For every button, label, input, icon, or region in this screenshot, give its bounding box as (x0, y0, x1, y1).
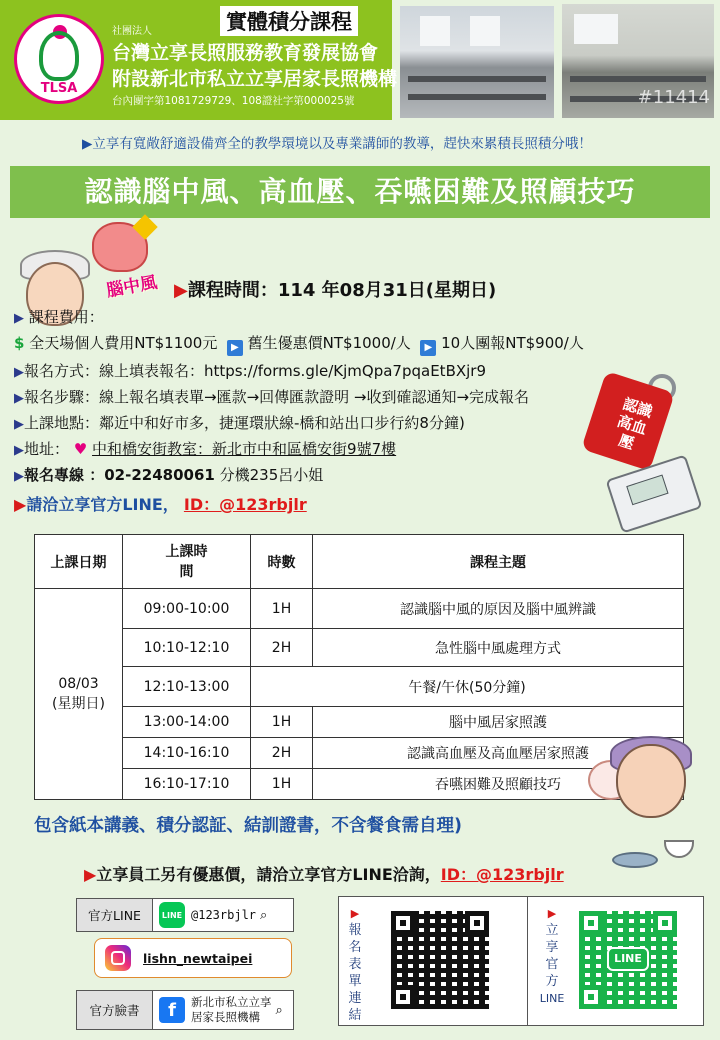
fish-dish-icon (612, 852, 658, 868)
desk-row-icon (570, 76, 706, 82)
facebook-name-line1: 新北市私立立享 (191, 995, 272, 1009)
classroom-photo-2 (562, 4, 714, 118)
triangle-icon: ▶ (174, 280, 188, 301)
triangle-icon: ▶ (14, 417, 24, 432)
page-title: 認識腦中風、高血壓、吞嚥困難及照顧技巧 (10, 166, 710, 218)
hours-cell: 1H (251, 769, 313, 800)
table-row (35, 629, 684, 667)
address-value[interactable]: 中和橋安街教室：新北市中和區橋安街9號7樓 (92, 440, 397, 458)
signup-method (14, 360, 486, 381)
header-topic: 課程主題 (313, 535, 684, 589)
staff-offer (84, 862, 564, 885)
form-qr-char: 連 (348, 991, 362, 1006)
table-row (35, 707, 684, 738)
topic-cell: 吞嚥困難及照顧技巧 (313, 769, 684, 800)
triangle-icon: ▶ (14, 391, 24, 406)
time-cell: 13:00-14:00 (123, 707, 251, 738)
org-name: 台灣立享長照服務教育發展協會 (112, 42, 379, 64)
dollar-icon: $ (14, 334, 25, 352)
qr-divider (527, 897, 528, 1025)
qr-finder-icon (579, 985, 603, 1009)
fee-label: 課程費用： (28, 308, 104, 326)
triangle-icon: ▶ (14, 469, 24, 484)
course-time-value: 114 年08月31日(星期日) (277, 280, 497, 301)
hours-cell: 2H (251, 738, 313, 769)
hotline-number[interactable]: 02-22480061 (104, 466, 215, 484)
line-qr-code[interactable] (579, 911, 677, 1009)
search-icon: ⌕ (275, 1002, 283, 1018)
line-qr-char: 立 (545, 923, 559, 938)
line-qr-char: 享 (545, 940, 559, 955)
line-qr-char: 官 (545, 957, 559, 972)
window-icon (470, 16, 500, 46)
course-time (174, 276, 496, 302)
whiteboard-icon (574, 14, 618, 44)
table-row (35, 769, 684, 800)
topic-cell: 認識腦中風的原因及腦中風辨識 (313, 589, 684, 629)
facebook-name-line2: 居家長照機構 (191, 1010, 260, 1024)
staff-offer-id[interactable]: ID：@123rbjlr (440, 865, 564, 884)
qr-finder-icon (465, 911, 489, 935)
address (14, 438, 396, 459)
org-logo (14, 14, 104, 104)
table-header-row (35, 535, 684, 589)
rice-bowl-icon (664, 840, 694, 858)
triangle-icon: ▶ (84, 865, 97, 884)
line-icon: LINE (159, 902, 185, 928)
course-type: 實體積分課程 (220, 6, 358, 36)
table-row (35, 667, 684, 707)
search-icon: ⌕ (260, 907, 268, 923)
header-hours: 時數 (251, 535, 313, 589)
classroom-photo (400, 6, 554, 118)
time-cell: 16:10-17:10 (123, 769, 251, 800)
line-logo-icon: LINE (607, 947, 649, 971)
header-time: 上課時間 (123, 535, 251, 589)
date-cell (35, 589, 123, 800)
line-id[interactable]: @123rbjlr (191, 908, 257, 922)
facebook-contact-box[interactable] (76, 990, 294, 1030)
heart-icon: ♥ (73, 440, 88, 458)
facebook-icon: f (159, 997, 185, 1023)
hours-cell: 1H (251, 707, 313, 738)
window-icon (420, 16, 450, 46)
signup-steps (14, 386, 529, 407)
schedule-table (34, 534, 684, 800)
desk-row-icon (408, 94, 546, 100)
arrow-icon: ▶ (420, 340, 436, 356)
instagram-icon (105, 945, 131, 971)
time-cell: 09:00-10:00 (123, 589, 251, 629)
form-qr-char: 名 (348, 940, 362, 955)
hotline-label: 報名專線 ： (24, 466, 105, 484)
line-qr-char: 方 (545, 974, 559, 989)
desk-row-icon (408, 76, 546, 82)
instagram-handle[interactable]: lishn_newtaipei (143, 950, 253, 966)
line-contact-id[interactable]: ID：@123rbjlr (183, 495, 307, 514)
org-subname: 附設新北市私立立享居家長照機構 (112, 68, 398, 90)
form-qr-code[interactable] (391, 911, 489, 1009)
course-time-label: 課程時間： (187, 280, 278, 301)
fee-group: 10人團報NT$900/人 (441, 334, 584, 352)
fee-student: 舊生優惠價NT$1000/人 (247, 334, 411, 352)
date-value: 08/03 (58, 676, 99, 692)
intro-text: ▶立享有寬敞舒適設備齊全的教學環境以及專業講師的教導，趕快來累積長照積分哦！ (82, 136, 592, 152)
header-date: 上課日期 (35, 535, 123, 589)
form-qr-char: 單 (348, 974, 362, 989)
table-row (35, 589, 684, 629)
fee-heading (14, 306, 104, 327)
header (0, 0, 720, 122)
qr-finder-icon (653, 911, 677, 935)
fee-full: 全天場個人費用NT$1100元 (29, 334, 218, 352)
social-label: 社團法人 (112, 26, 152, 37)
photo-tag: #11414 (637, 87, 710, 108)
topic-cell: 腦中風居家照護 (313, 707, 684, 738)
hours-cell: 2H (251, 629, 313, 667)
line-contact (14, 492, 307, 515)
line-label: 官方LINE (77, 899, 153, 931)
triangle-icon: ▶ (350, 907, 360, 920)
signup-steps-text: 報名步驟：線上報名填表單→匯款→回傳匯款證明 →收到確認通知→完成報名 (24, 388, 530, 406)
signup-method-text[interactable]: 報名方式：線上填表報名：https://forms.gle/KjmQpa7pqaEtBXjr9 (24, 362, 487, 380)
grandma-illustration-icon (616, 744, 686, 818)
hours-cell: 1H (251, 589, 313, 629)
hotline (14, 464, 323, 485)
triangle-icon: ▶ (14, 443, 24, 458)
topic-cell: 認識高血壓及高血壓居家照護 (313, 738, 684, 769)
topic-cell: 急性腦中風處理方式 (313, 629, 684, 667)
line-qr-label (539, 905, 565, 1007)
location-text: 上課地點：鄰近中和好市多，捷運環狀線-橋和站出口步行約8分鐘) (24, 414, 465, 432)
qr-finder-icon (579, 911, 603, 935)
weekday-value: (星期日) (52, 696, 105, 712)
line-contact-label: 請洽立享官方LINE， (26, 495, 179, 514)
logo-text: TLSA (40, 81, 78, 96)
facebook-label: 官方臉書 (77, 991, 153, 1029)
staff-offer-text: 立享員工另有優惠價，請洽立享官方LINE洽詢， (96, 865, 441, 884)
time-cell: 14:10-16:10 (123, 738, 251, 769)
stroke-label: 腦中風 (105, 272, 159, 302)
triangle-icon: ▶ (14, 495, 27, 514)
address-label: 地址： (24, 440, 70, 458)
includes-note: 包含紙本講義、積分認証、結訓證書，不含餐食需自理) (34, 816, 462, 836)
form-qr-char: 表 (348, 957, 362, 972)
registration-number: 台內團字第1081729729、108證社字第000025號 (112, 95, 355, 107)
topic-cell: 午餐/午休(50分鐘) (251, 667, 684, 707)
line-qr-char: LINE (539, 992, 565, 1005)
form-qr-char: 報 (348, 923, 362, 938)
hotline-ext: 分機235呂小姐 (219, 466, 324, 484)
triangle-icon: ▶ (14, 311, 24, 326)
time-cell: 10:10-12:10 (123, 629, 251, 667)
monitor-screen-icon (626, 474, 668, 505)
blood-pressure-monitor-icon (605, 454, 702, 533)
qr-panel (338, 896, 704, 1026)
hypertension-label: 認識高血壓 (614, 394, 655, 453)
location (14, 412, 465, 433)
qr-finder-icon (391, 985, 415, 1009)
instagram-box[interactable] (94, 938, 292, 978)
qr-finder-icon (391, 911, 415, 935)
arrow-icon: ▶ (227, 340, 243, 356)
fee-details (14, 332, 584, 356)
line-contact-box[interactable] (76, 898, 294, 932)
time-cell: 12:10-13:00 (123, 667, 251, 707)
table-row (35, 738, 684, 769)
triangle-icon: ▶ (547, 907, 557, 920)
form-qr-char: 結 (348, 1008, 362, 1023)
logo-figure-icon (39, 31, 79, 81)
form-qr-label (347, 905, 363, 1024)
triangle-icon: ▶ (14, 365, 24, 380)
facebook-name[interactable] (191, 995, 272, 1025)
